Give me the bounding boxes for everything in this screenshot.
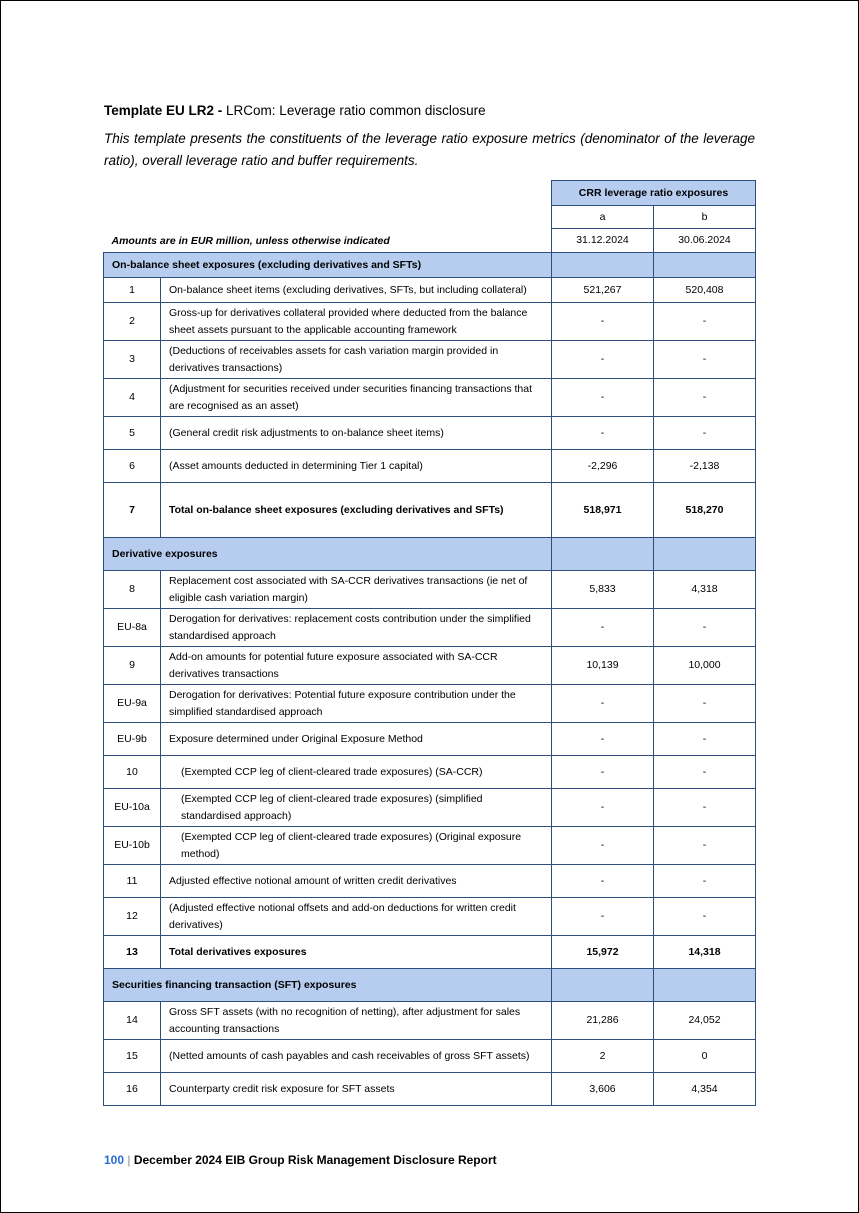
row-value-b: -	[654, 685, 756, 723]
row-value-a: 21,286	[552, 1002, 654, 1040]
row-value-b: 10,000	[654, 647, 756, 685]
table-row	[104, 1002, 756, 1040]
row-id: 5	[104, 417, 161, 450]
row-value-b: -	[654, 341, 756, 379]
row-label: (Exempted CCP leg of client-cleared trade exposures) (simplified standardised approach)	[161, 789, 552, 827]
row-id: 8	[104, 571, 161, 609]
row-value-b: -	[654, 827, 756, 865]
row-id: 9	[104, 647, 161, 685]
row-value-a: -	[552, 341, 654, 379]
row-id: 16	[104, 1073, 161, 1106]
row-label: Gross SFT assets (with no recognition of netting), after adjustment for sales accounting transactions	[161, 1002, 552, 1040]
row-label: Add-on amounts for potential future exposure associated with SA-CCR derivatives transactions	[161, 647, 552, 685]
row-value-a: -	[552, 723, 654, 756]
row-value-a: 10,139	[552, 647, 654, 685]
row-id: 15	[104, 1040, 161, 1073]
row-id: 2	[104, 303, 161, 341]
table-row	[104, 723, 756, 756]
row-value-b: -	[654, 723, 756, 756]
table-row	[104, 341, 756, 379]
row-value-a: 521,267	[552, 278, 654, 303]
row-value-b: 0	[654, 1040, 756, 1073]
table-row	[104, 303, 756, 341]
section-header-row	[104, 253, 756, 278]
row-value-b: -	[654, 379, 756, 417]
header-row-group	[104, 181, 756, 206]
intro-paragraph: This template presents the constituents of the leverage ratio exposure metrics (denominator of the leverage ratio), overall leverage ratio and buffer requirements.	[104, 131, 755, 168]
row-label: (Adjusted effective notional offsets and add-on deductions for written credit derivatives)	[161, 898, 552, 936]
section-header-row	[104, 538, 756, 571]
row-id: 12	[104, 898, 161, 936]
table-row	[104, 483, 756, 538]
row-id: 1	[104, 278, 161, 303]
row-label: Counterparty credit risk exposure for SFT assets	[161, 1073, 552, 1106]
row-value-a: -	[552, 609, 654, 647]
row-value-b: -	[654, 865, 756, 898]
footer-report-title: December 2024 EIB Group Risk Management Disclosure Report	[133, 1153, 497, 1167]
section-header-row	[104, 969, 756, 1002]
row-value-b: 518,270	[654, 483, 756, 538]
row-id: EU-9b	[104, 723, 161, 756]
row-id: EU-10b	[104, 827, 161, 865]
row-label: (Asset amounts deducted in determining Tier 1 capital)	[161, 450, 552, 483]
table-row	[104, 898, 756, 936]
row-id: 13	[104, 936, 161, 969]
table-row	[104, 571, 756, 609]
row-value-b: 14,318	[654, 936, 756, 969]
row-value-b: -	[654, 303, 756, 341]
date-a: 31.12.2024	[552, 229, 654, 253]
row-value-a: 15,972	[552, 936, 654, 969]
row-value-a: 2	[552, 1040, 654, 1073]
header-row-letters	[104, 206, 756, 229]
row-label: (Adjustment for securities received under securities financing transactions that are recognised as an asset)	[161, 379, 552, 417]
row-value-b: 520,408	[654, 278, 756, 303]
row-value-a: 5,833	[552, 571, 654, 609]
row-value-a: -	[552, 379, 654, 417]
row-value-b: 4,354	[654, 1073, 756, 1106]
table-body	[104, 253, 756, 1106]
table-row	[104, 379, 756, 417]
row-value-a: -	[552, 789, 654, 827]
row-label: Derogation for derivatives: Potential future exposure contribution under the simplified standardised approach	[161, 685, 552, 723]
row-label: On-balance sheet items (excluding derivatives, SFTs, but including collateral)	[161, 278, 552, 303]
row-label: Total on-balance sheet exposures (excluding derivatives and SFTs)	[161, 483, 552, 538]
row-value-b: -	[654, 756, 756, 789]
row-label: (General credit risk adjustments to on-balance sheet items)	[161, 417, 552, 450]
row-id: 4	[104, 379, 161, 417]
section-title: On-balance sheet exposures (excluding derivatives and SFTs)	[104, 253, 552, 278]
page-footer	[104, 1153, 497, 1167]
row-label: Gross-up for derivatives collateral provided where deducted from the balance sheet assets pursuant to the applicable accounting framework	[161, 303, 552, 341]
row-label: (Netted amounts of cash payables and cash receivables of gross SFT assets)	[161, 1040, 552, 1073]
row-id: 14	[104, 1002, 161, 1040]
row-value-b: -2,138	[654, 450, 756, 483]
template-title-code: Template EU LR2 -	[104, 103, 223, 118]
row-id: 11	[104, 865, 161, 898]
row-value-b: -	[654, 789, 756, 827]
row-id: EU-8a	[104, 609, 161, 647]
row-value-a: -	[552, 898, 654, 936]
table-row	[104, 756, 756, 789]
table-row	[104, 789, 756, 827]
row-label: (Exempted CCP leg of client-cleared trade exposures) (Original exposure method)	[161, 827, 552, 865]
row-label: (Exempted CCP leg of client-cleared trade exposures) (SA-CCR)	[161, 756, 552, 789]
template-title-name: LRCom: Leverage ratio common disclosure	[226, 103, 486, 118]
row-value-b: -	[654, 417, 756, 450]
row-value-a: -	[552, 756, 654, 789]
table-row	[104, 685, 756, 723]
row-label: (Deductions of receivables assets for cash variation margin provided in derivatives transactions)	[161, 341, 552, 379]
row-value-b: 4,318	[654, 571, 756, 609]
section-title: Derivative exposures	[104, 538, 552, 571]
row-label: Replacement cost associated with SA-CCR derivatives transactions (ie net of eligible cash variation margin)	[161, 571, 552, 609]
date-b: 30.06.2024	[654, 229, 756, 253]
row-label: Derogation for derivatives: replacement costs contribution under the simplified standardised approach	[161, 609, 552, 647]
table-row	[104, 278, 756, 303]
column-b-header: b	[654, 206, 756, 229]
row-value-a: 3,606	[552, 1073, 654, 1106]
row-value-a: 518,971	[552, 483, 654, 538]
section-title: Securities financing transaction (SFT) exposures	[104, 969, 552, 1002]
table-row	[104, 827, 756, 865]
header-row-dates	[104, 229, 756, 253]
footer-separator: |	[127, 1153, 131, 1167]
column-a-header: a	[552, 206, 654, 229]
table-row	[104, 417, 756, 450]
row-value-a: -	[552, 303, 654, 341]
row-id: EU-10a	[104, 789, 161, 827]
table-row	[104, 647, 756, 685]
row-id: EU-9a	[104, 685, 161, 723]
column-group-header: CRR leverage ratio exposures	[552, 181, 756, 206]
page-number: 100	[104, 1153, 125, 1167]
row-label: Exposure determined under Original Exposure Method	[161, 723, 552, 756]
row-value-b: -	[654, 609, 756, 647]
row-label: Adjusted effective notional amount of written credit derivatives	[161, 865, 552, 898]
row-value-a: -	[552, 417, 654, 450]
leverage-ratio-table	[103, 180, 756, 1106]
table-row	[104, 609, 756, 647]
row-value-a: -2,296	[552, 450, 654, 483]
table-row	[104, 450, 756, 483]
row-id: 3	[104, 341, 161, 379]
table-row	[104, 1040, 756, 1073]
table-row	[104, 1073, 756, 1106]
template-title	[104, 103, 486, 118]
amounts-note: Amounts are in EUR million, unless otherwise indicated	[111, 235, 390, 247]
row-label: Total derivatives exposures	[161, 936, 552, 969]
row-id: 7	[104, 483, 161, 538]
row-id: 10	[104, 756, 161, 789]
row-value-a: -	[552, 685, 654, 723]
row-value-b: 24,052	[654, 1002, 756, 1040]
table-row	[104, 865, 756, 898]
table-row	[104, 936, 756, 969]
row-value-b: -	[654, 898, 756, 936]
row-value-a: -	[552, 865, 654, 898]
row-value-a: -	[552, 827, 654, 865]
row-id: 6	[104, 450, 161, 483]
